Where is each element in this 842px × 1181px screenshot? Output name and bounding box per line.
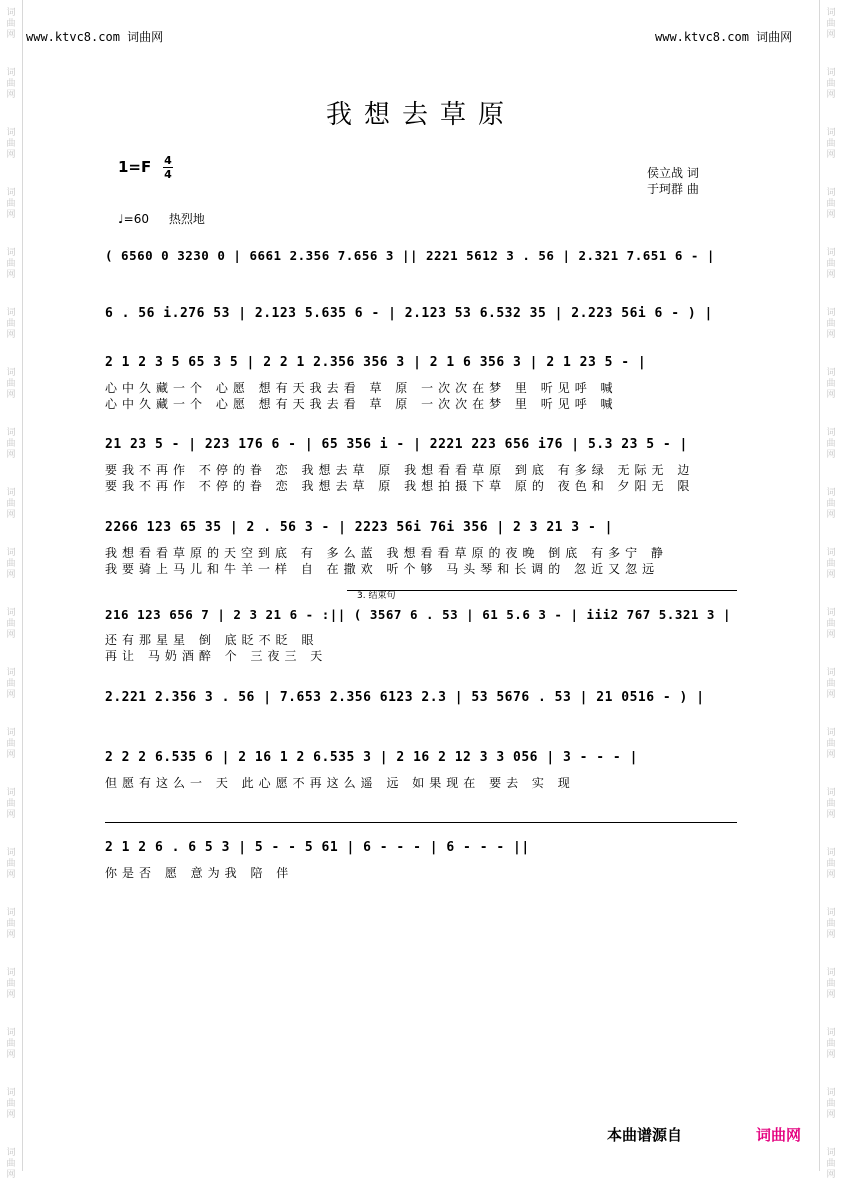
watermark-text: 词 曲 网 — [826, 128, 836, 160]
lyric-verse-1: 心中久藏一个 心愿 想有天我去看 草 原 一次次在梦 里 听见呼 喊 — [105, 381, 618, 395]
watermark-text: 词 曲 网 — [826, 428, 836, 460]
watermark-text: 词 曲 网 — [6, 1088, 16, 1120]
lyric-verse-1: 但愿有这么一 天 此心愿不再这么遥 远 如果现在 要去 实 现 — [105, 776, 575, 790]
composer-credit: 于珂群 曲 — [647, 182, 699, 196]
mood-marking: 热烈地 — [168, 212, 205, 226]
lyric-verse-1: 要我不再作 不停的眷 恋 我想去草 原 我想看看草原 到底 有多绿 无际无 边 — [105, 463, 695, 477]
note-row: 2 2 2 6.535 6 | 2 16 1 2 6.535 3 | 2 16 2 12 3 3 056 | 3 - - - | — [105, 750, 638, 765]
lyric-verse-1: 还有那星星 倒 底眨不眨 眼 — [105, 633, 319, 647]
score-line — [105, 306, 737, 352]
tempo-value: ♩=60 — [118, 212, 149, 226]
lyric-verse-2: 再让 马奶酒醉 个 三夜三 天 — [105, 649, 328, 663]
watermark-text: 词 曲 网 — [826, 68, 836, 100]
score-line — [105, 840, 737, 886]
watermark-text: 词 曲 网 — [826, 668, 836, 700]
tempo-marking — [118, 210, 205, 227]
score-line — [105, 520, 737, 576]
note-row: ( 6560 0 3230 0 | 6661 2.356 7.656 3 || 2221 5612 3 . 56 | 2.321 7.651 6 - | — [105, 248, 715, 263]
watermark-text: 词 曲 网 — [6, 908, 16, 940]
watermark-text: 词 曲 网 — [6, 608, 16, 640]
meter-bottom: 4 — [164, 168, 172, 181]
watermark-text: 词 曲 网 — [6, 248, 16, 280]
source-label: 本曲谱源自 — [607, 1126, 683, 1144]
watermark-text: 词 曲 网 — [826, 788, 836, 820]
watermark-text: 词 曲 网 — [826, 488, 836, 520]
watermark-text: 词 曲 网 — [826, 968, 836, 1000]
watermark-text: 词 曲 网 — [826, 1148, 836, 1180]
note-row: 2266 123 65 35 | 2 . 56 3 - | 2223 56i 76i 356 | 2 3 21 3 - | — [105, 520, 613, 535]
song-title: 我想去草原 — [325, 100, 516, 130]
score-line — [105, 690, 737, 736]
lyric-verse-2: 我要骑上马儿和牛羊一样 自 在撒欢 听个够 马头琴和长调的 忽近又忽远 — [105, 562, 660, 576]
note-row: 21 23 5 - | 223 176 6 - | 65 356 i - | 2221 223 656 i76 | 5.3 23 5 - | — [105, 437, 688, 452]
note-row: 2 1 2 3 5 65 3 5 | 2 2 1 2.356 356 3 | 2 1 6 356 3 | 2 1 23 5 - | — [105, 355, 647, 370]
watermark-text: 词 曲 网 — [6, 548, 16, 580]
site-url-right[interactable]: www.ktvc8.com 词曲网 — [655, 30, 793, 44]
watermark-text: 词 曲 网 — [6, 428, 16, 460]
watermark-text: 词 曲 网 — [6, 68, 16, 100]
watermark-text: 词 曲 网 — [826, 1028, 836, 1060]
lyric-verse-1: 你是否 愿 意为我 陪 伴 — [105, 866, 294, 880]
note-row: 216 123 656 7 | 2 3 21 6 - :|| ( 3567 6 . 53 | 61 5.6 3 - | iii2 767 5.321 3 | — [105, 607, 731, 622]
score-line — [105, 437, 737, 493]
watermark-text: 词 曲 网 — [6, 188, 16, 220]
watermark-text: 词 曲 网 — [6, 308, 16, 340]
watermark-text: 词 曲 网 — [826, 1088, 836, 1120]
watermark-text: 词 曲 网 — [826, 188, 836, 220]
note-row: 2.221 2.356 3 . 56 | 7.653 2.356 6123 2.3 | 53 5676 . 53 | 21 0516 - ) | — [105, 690, 705, 705]
watermark-text: 词 曲 网 — [6, 728, 16, 760]
watermark-text: 词 曲 网 — [826, 848, 836, 880]
watermark-text: 词 曲 网 — [6, 848, 16, 880]
watermark-text: 词 曲 网 — [6, 1028, 16, 1060]
note-row: 6 . 56 i.276 53 | 2.123 5.635 6 - | 2.123 53 6.532 35 | 2.223 56i 6 - ) | — [105, 306, 713, 321]
lyric-verse-2: 心中久藏一个 心愿 想有天我去看 草 原 一次次在梦 里 听见呼 喊 — [105, 397, 618, 411]
score-line — [105, 248, 737, 294]
ending-bracket — [347, 590, 737, 591]
lyric-verse-2: 要我不再作 不停的眷 恋 我想去草 原 我想拍摄下草 原的 夜色和 夕阳无 限 — [105, 479, 695, 493]
note-row: 2 1 2 6 . 6 5 3 | 5 - - 5 61 | 6 - - - | 6 - - - || — [105, 840, 530, 855]
watermark-text: 词 曲 网 — [826, 368, 836, 400]
right-watermark-strip — [819, 0, 842, 1180]
watermark-text: 词 曲 网 — [826, 308, 836, 340]
watermark-text: 词 曲 网 — [6, 668, 16, 700]
watermark-text: 词 曲 网 — [826, 728, 836, 760]
score-line — [105, 355, 737, 411]
key-signature: 1=F — [118, 158, 152, 176]
watermark-text: 词 曲 网 — [6, 8, 16, 40]
brand-logo[interactable]: 词曲网 — [756, 1126, 802, 1144]
lyricist-credit: 侯立战 词 — [647, 166, 699, 180]
watermark-text: 词 曲 网 — [826, 248, 836, 280]
score-line — [105, 607, 737, 663]
watermark-text: 词 曲 网 — [826, 908, 836, 940]
left-watermark-strip — [0, 0, 23, 1180]
watermark-text: 词 曲 网 — [826, 8, 836, 40]
watermark-text: 词 曲 网 — [826, 608, 836, 640]
final-system-rule — [105, 822, 737, 823]
watermark-text: 词 曲 网 — [6, 788, 16, 820]
watermark-text: 词 曲 网 — [6, 488, 16, 520]
score-line — [105, 750, 737, 796]
watermark-text: 词 曲 网 — [6, 128, 16, 160]
time-signature — [163, 155, 173, 180]
meter-top: 4 — [164, 154, 172, 167]
ending-label: 3. 结束句 — [357, 591, 396, 601]
lyric-verse-1: 我想看看草原的天空到底 有 多么蓝 我想看看草原的夜晚 倒底 有多宁 静 — [105, 546, 668, 560]
watermark-text: 词 曲 网 — [826, 548, 836, 580]
watermark-text: 词 曲 网 — [6, 1148, 16, 1180]
site-url-left[interactable]: www.ktvc8.com 词曲网 — [26, 30, 164, 44]
watermark-text: 词 曲 网 — [6, 968, 16, 1000]
watermark-text: 词 曲 网 — [6, 368, 16, 400]
